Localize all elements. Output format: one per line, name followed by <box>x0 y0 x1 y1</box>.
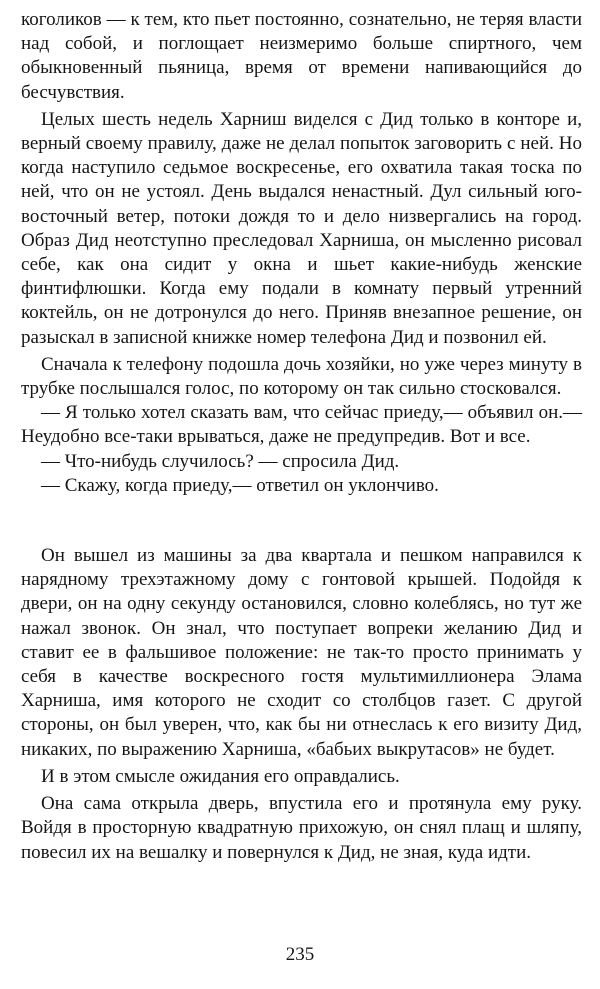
dialogue-line: — Скажу, когда приеду,— ответил он уклончиво. <box>41 474 439 496</box>
paragraph: И в этом смысле ожидания его оправдались. <box>41 765 400 787</box>
paragraph-continuation: коголиков — к тем, кто пьет постоянно, сознательно, не теряя власти над собой, и поглощает неизмеримо больше спиртного, чем обыкновенный пьяница, время от времени напивающийся до бесчувствия. <box>21 9 582 103</box>
paragraph: Она сама открыла дверь, впустила его и протянула ему руку. Войдя в просторную квадратную прихожую, он снял плащ и шляпу, повесил их на вешалку и повернулся к Дид, не зная, куда идти. <box>21 793 582 863</box>
paragraph: Он вышел из машины за два квартала и пешком направился к нарядному трехэтажному дому с гонтовой крышей. Подойдя к двери, он на одну секунду остановился, словно колеблясь, но тут же нажал звонок. Он знал, что поступает вопреки желанию Дид и ставит ее в фальшивое положение: не так-то просто принимать у себя в качестве воскресного гостя мультимиллионера Элама Харниша, имя которого не сходит со столбцов газет. С другой стороны, он был уверен, что, как бы ни отнеслась к его визиту Дид, никаких, по выражению Харниша, «бабьих выкрутасов» не будет. <box>21 545 582 760</box>
dialogue-line: — Я только хотел сказать вам, что сейчас приеду,— объявил он.— Неудобно все-таки врываться, даже не предупредив. Вот и все. <box>21 402 582 448</box>
dialogue-line: — Что-нибудь случилось? — спросила Дид. <box>41 450 400 472</box>
book-page <box>21 8 582 983</box>
page-number: 235 <box>285 944 315 965</box>
paragraph: Целых шесть недель Харниш виделся с Дид только в конторе и, верный своему правилу, даже не делал попыток заговорить с ней. Но когда наступило седьмое воскресенье, его охватила такая тоска по ней, что он не устоял. День выдался ненастный. Дул сильный юго-восточный ветер, потоки дождя то и дело низвергались на город. Образ Дид неотступно преследовал Харниша, он мысленно рисовал себе, как она сидит у окна и шьет какие-нибудь женские финтифлюшки. Когда ему подали в комнату первый утренний коктейль, он не дотронулся до него. Приняв внезапное решение, он разыскал в записной книжке номер телефона Дид и позвонил ей. <box>21 108 582 348</box>
paragraph: Сначала к телефону подошла дочь хозяйки, но уже через минуту в трубке послышался голос, по которому он так сильно стосковался. <box>21 353 582 400</box>
section-break <box>21 498 582 544</box>
